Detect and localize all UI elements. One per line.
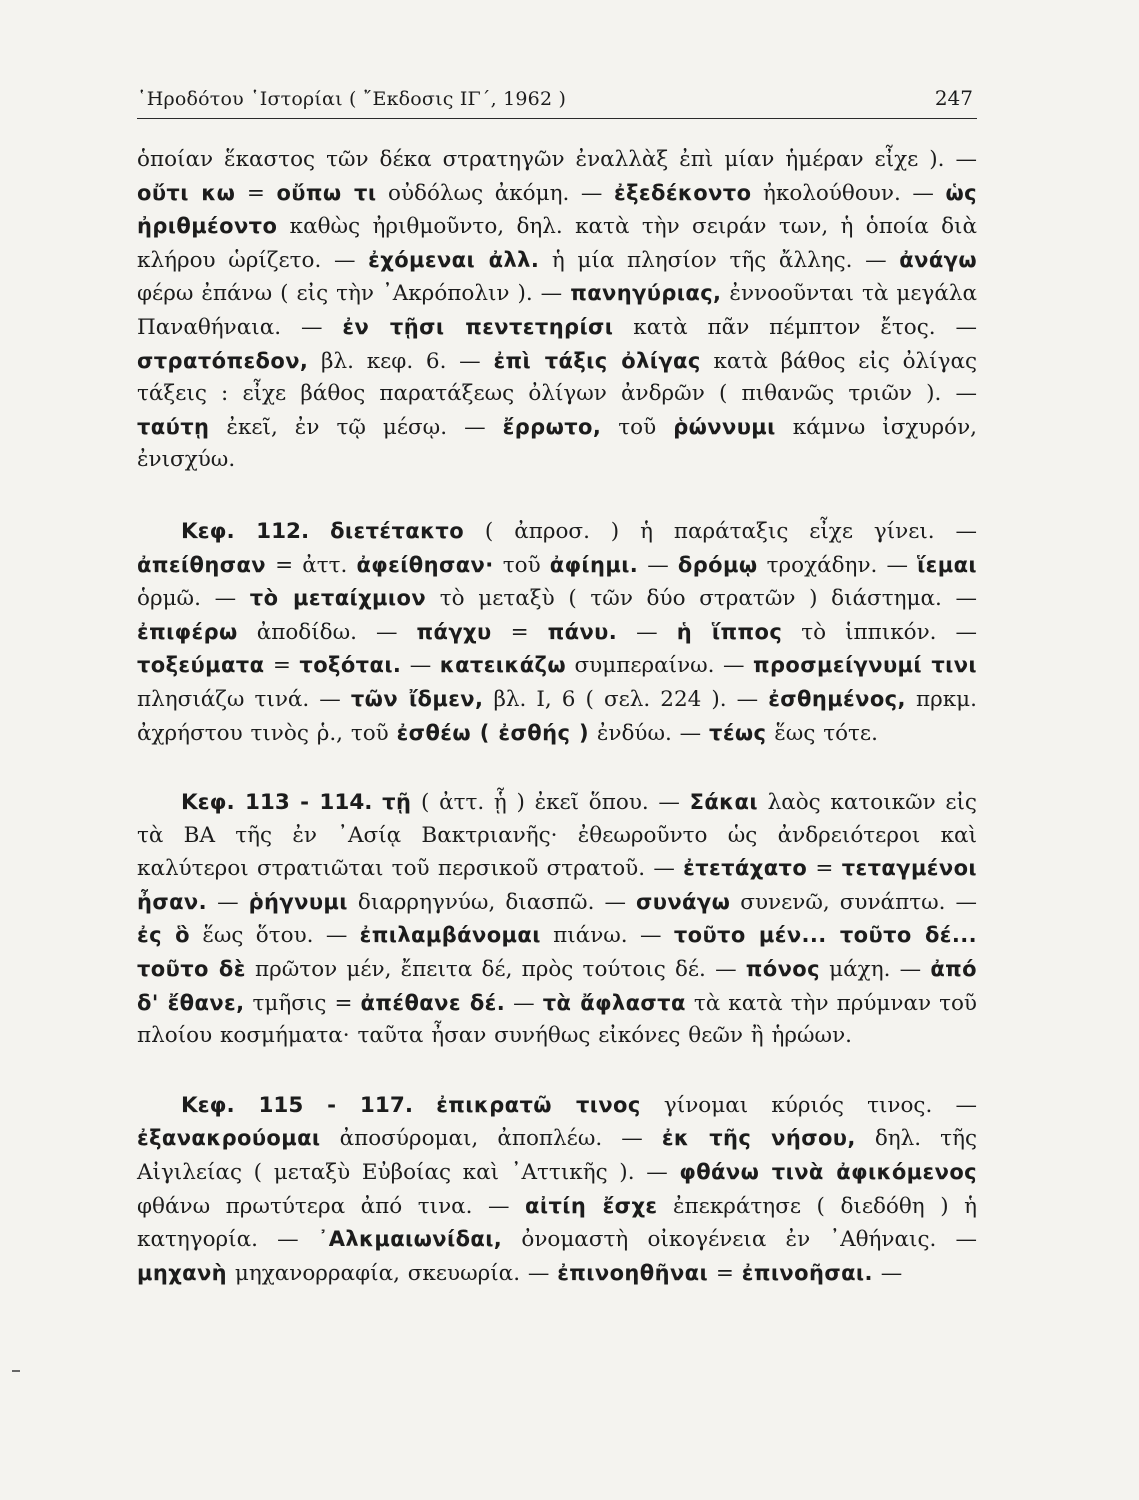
gloss-text: λαὸς κατοικῶν εἰς τὰ ΒΑ τῆς ἐν ᾿Ασίᾳ Βακτριανῆς· ἐθεωροῦντο ὡς ἀνδρειότεροι καὶ καλύτεροι στρατιῶται τοῦ περσικοῦ στρατοῦ. — — [137, 790, 977, 882]
gloss-text: φέρω ἐπάνω ( εἰς τὴν ᾿Ακρόπολιν ). — — [137, 281, 571, 307]
gloss-text: — — [872, 1260, 903, 1286]
paragraph-kef-113-114 — [137, 786, 977, 1053]
paragraph-kef-112 — [137, 515, 977, 750]
lemma: τὰ ἄφλαστα — [542, 990, 686, 1015]
lemma: ἐσθημένος, — [768, 686, 906, 711]
gloss-text: ἡ μία πλησίον τῆς ἄλλης. — — [539, 247, 900, 273]
lemma: ἐπικρατῶ τινος — [436, 1092, 641, 1117]
margin-mark — [12, 1370, 20, 1372]
paragraph-continuation — [137, 144, 977, 477]
lemma: ἀπό δ' ἔθανε, — [137, 957, 977, 1015]
lemma: τῶν ἴδμεν, — [350, 686, 484, 711]
lemma: στρατόπεδον, — [137, 348, 309, 373]
lemma: ἵεμαι — [917, 552, 977, 577]
gloss-text: βλ. κεφ. 6. — — [308, 348, 494, 374]
lemma: Σάκαι — [689, 790, 758, 815]
lemma: τοῦτο μέν... τοῦτο δέ... τοῦτο δὲ — [137, 923, 977, 982]
lemma: ταύτῃ — [137, 414, 210, 439]
lemma: ἐπιλαμβάνομαι — [359, 923, 541, 948]
gloss-text: — — [401, 653, 440, 679]
lemma: ἐξεδέκοντο — [614, 180, 752, 205]
gloss-text: — — [207, 889, 249, 915]
lemma: πάγχυ — [416, 619, 492, 644]
gloss-text: ἀποσύρομαι, ἀποπλέω. — — [320, 1126, 662, 1152]
lemma: συνάγω — [636, 889, 731, 914]
gloss-text: πιάνω. — — [540, 923, 674, 949]
gloss-text: = ἀττ. — [265, 552, 357, 578]
gloss-text: βλ. Ι, 6 ( σελ. 224 ). — — [483, 686, 769, 712]
gloss-text: ( ἀττ. ᾗ ) ἐκεῖ ὅπου. — — [411, 790, 690, 816]
lemma: ἐκ τῆς νήσου, — [661, 1126, 856, 1151]
gloss-text: — — [505, 990, 543, 1016]
lemma: οὔτι κω — [137, 180, 236, 205]
gloss-text: συνενῶ, συνάπτω. — — [730, 889, 978, 915]
gloss-text: τοῦ — [493, 552, 550, 578]
section-heading: Κεφ. 113 - 114. — [181, 790, 373, 816]
gloss-text: πλησιάζω τινά. — — [137, 686, 351, 712]
gloss-text: πρκμ. ἀχρήστου τινὸς ῥ., τοῦ — [137, 686, 977, 746]
lemma: ἐπὶ τάξις ὀλίγας — [493, 348, 701, 373]
gloss-text — [309, 519, 330, 544]
gloss-text: ἀποδίδω. — — [237, 619, 417, 645]
gloss-text: τὰ κατὰ τὴν πρύμναν τοῦ πλοίου κοσμήματα· ταῦτα ἦσαν συνήθως εἰκόνες θεῶν ἢ ἡρώων. — [137, 990, 978, 1049]
lemma: κατεικάζω — [439, 653, 566, 678]
lemma: τοξόται. — [299, 653, 402, 678]
lemma: ἀφίημι. — [549, 552, 639, 577]
lemma: ῥήγνυμι — [248, 889, 348, 914]
gloss-text: πρῶτον μέν, ἔπειτα δέ, πρὸς τούτοις δέ. — — [245, 957, 746, 983]
lemma: τέως — [709, 720, 767, 745]
lemma: ἐπιφέρω — [137, 619, 238, 644]
lemma: φθάνω τινὰ ἀφικόμενος — [679, 1160, 977, 1185]
gloss-text: διαρρηγνύω, διασπῶ. — — [347, 889, 637, 915]
gloss-text: ὁποίαν ἕκαστος τῶν δέκα στρατηγῶν ἐναλλὰξ ἐπὶ μίαν ἡμέραν εἶχε ). — — [137, 147, 977, 172]
lemma: ἀνάγω — [899, 247, 977, 272]
lemma: ἀπέθανε δέ. — [360, 990, 506, 1015]
gloss-text: ὀνομαστὴ οἰκογένεια ἐν ᾿Αθήναις. — — [502, 1227, 977, 1253]
gloss-text: μηχανορραφία, σκευωρία. — — [227, 1260, 558, 1286]
lemma: προσμείγνυμί τινι — [752, 653, 977, 678]
lemma: ἐν τῇσι πεντετηρίσι — [342, 314, 614, 339]
lemma: πόνος — [745, 957, 820, 982]
gloss-text: τροχάδην. — — [757, 552, 918, 578]
gloss-text: — — [617, 619, 677, 645]
gloss-text — [413, 1093, 436, 1118]
gloss-text: γίνομαι κύριός τινος. — — [640, 1092, 977, 1118]
lemma: οὔπω τι — [276, 180, 377, 205]
lemma: τῇ — [382, 790, 412, 815]
lemma: ᾿Αλκμαιωνίδαι, — [317, 1227, 503, 1252]
gloss-text: = — [264, 653, 300, 679]
gloss-text: ὁρμῶ. — — [137, 586, 250, 612]
lemma: αἰτίη ἔσχε — [525, 1193, 658, 1218]
gloss-text: ἕως τότε. — [766, 720, 878, 746]
gloss-text: ( ἀπροσ. ) ἡ παράταξις εἶχε γίνει. — — [464, 518, 977, 544]
page-number: 247 — [934, 86, 973, 110]
section-heading: Κεφ. 115 - 117. — [181, 1092, 413, 1118]
gloss-text: κάμνω ἰσχυρόν, ἐνισχύω. — [137, 414, 977, 473]
page-header — [137, 84, 977, 119]
lemma: ἐπινοῆσαι. — [741, 1260, 873, 1285]
lemma: ἐξανακρούομαι — [137, 1126, 321, 1151]
gloss-text: οὐδόλως ἀκόμη. — — [376, 180, 615, 206]
gloss-text: κατὰ πᾶν πέμπτον ἔτος. — — [613, 314, 977, 340]
commentary-body — [137, 144, 977, 1326]
lemma: ἐχόμεναι ἀλλ. — [368, 247, 540, 272]
lemma: ἐς ὃ — [137, 923, 190, 948]
gloss-text: = — [491, 619, 548, 645]
lemma: ἔρρωτο, — [502, 414, 602, 439]
gloss-text: ἠκολούθουν. — — [751, 180, 946, 206]
lemma: διετέτακτο — [330, 518, 465, 543]
lemma: ἀπείθησαν — [137, 552, 266, 577]
lemma: μηχανὴ — [137, 1260, 228, 1285]
lemma: τὸ μεταίχμιον — [249, 586, 427, 611]
lemma: ἡ ἵππος — [676, 619, 783, 644]
gloss-text: — — [638, 552, 678, 578]
gloss-text: ἐννοοῦνται τὰ μεγάλα Παναθήναια. — — [137, 281, 978, 340]
gloss-text: = — [708, 1260, 742, 1286]
gloss-text: ἐνδύω. — — [589, 720, 710, 746]
running-title: ῾Ηροδότου ῾Ιστορίαι ( ῎Εκδοσις ΙΓ΄, 1962 ) — [137, 88, 567, 110]
gloss-text: κατὰ βάθος εἰς ὀλίγας τάξεις : εἶχε βάθος παρατάξεως ὀλίγων ἀνδρῶν ( πιθανῶς τριῶν ). — — [137, 348, 978, 407]
gloss-text: δηλ. τῆς Αἰγιλείας ( μεταξὺ Εὐβοίας καὶ ᾿Αττικῆς ). — — [137, 1126, 977, 1186]
paragraph-kef-115-117 — [137, 1089, 977, 1291]
lemma: ῥώννυμι — [673, 414, 776, 439]
gloss-text: φθάνω πρωτύτερα ἀπό τινα. — — [137, 1193, 526, 1219]
gloss-text: συμπεραίνω. — — [566, 653, 753, 679]
gloss-text: καθὼς ἠριθμοῦντο, δηλ. κατὰ τὴν σειράν των, ἡ ὁποία διὰ κλήρου ὡρίζετο. — — [137, 214, 977, 273]
gloss-text: μάχη. — — [819, 957, 931, 983]
gloss-text: = — [807, 856, 842, 882]
gloss-text: τὸ ἱππικόν. — — [782, 619, 978, 645]
gloss-text: = — [235, 180, 277, 206]
lemma: ἀφείθησαν· — [356, 552, 494, 577]
gloss-text: τὸ μεταξὺ ( τῶν δύο στρατῶν ) διάστημα. — — [426, 586, 977, 612]
lemma: δρόμῳ — [677, 552, 758, 577]
lemma: πανηγύριας, — [570, 281, 722, 306]
lemma: ἐπινοηθῆναι — [557, 1260, 709, 1285]
gloss-text: ἐπεκράτησε ( διεδόθη ) ἡ κατηγορία. — — [137, 1193, 977, 1253]
lemma: ἐσθέω ( ἐσθής ) — [396, 720, 590, 745]
gloss-text: ἐκεῖ, ἐν τῷ μέσῳ. — — [209, 414, 503, 440]
gloss-text: τοῦ — [601, 414, 674, 440]
lemma: πάνυ. — [547, 619, 618, 644]
lemma: ὡς ἠριθμέοντο — [137, 180, 977, 239]
gloss-text: ἕως ὅτου. — — [190, 923, 360, 949]
gloss-text — [372, 790, 382, 815]
lemma: ἐτετάχατο — [683, 856, 808, 881]
lemma: τοξεύματα — [137, 653, 265, 678]
section-heading: Κεφ. 112. — [181, 518, 310, 544]
lemma: τεταγμένοι ἦσαν. — [137, 856, 978, 914]
gloss-text: τμῆσις = — [244, 990, 361, 1016]
